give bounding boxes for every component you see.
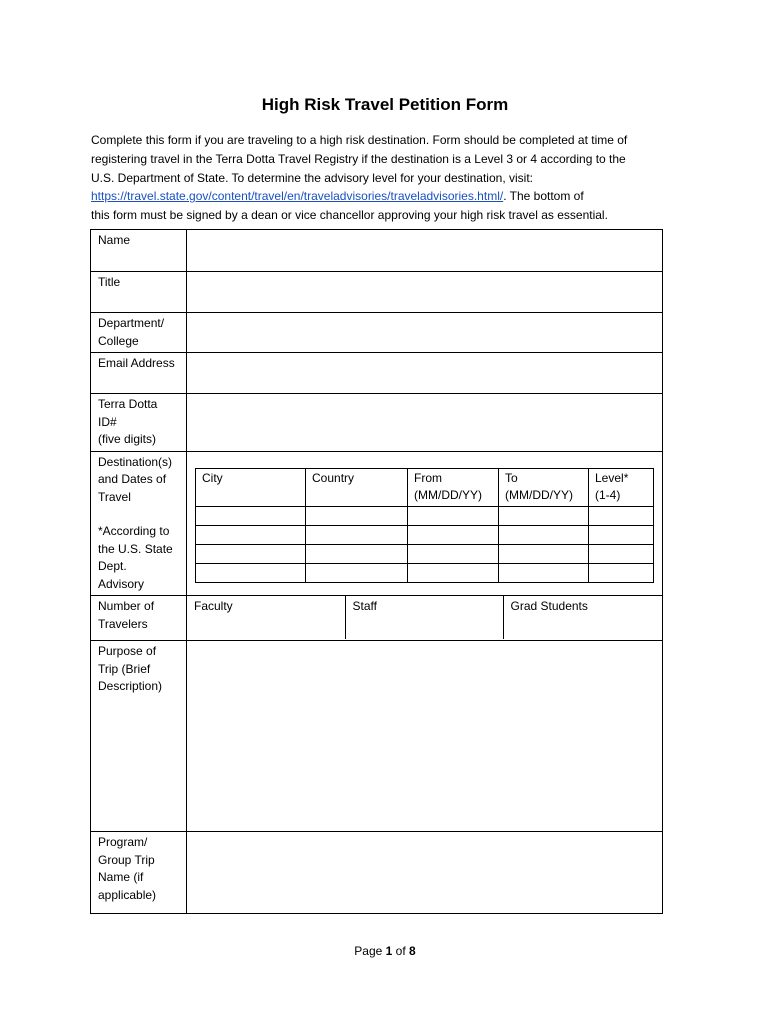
staff-label: Staff (352, 599, 377, 613)
purpose-label-line-2: Trip (Brief (98, 661, 151, 676)
level-cell[interactable] (589, 506, 654, 525)
form-title: High Risk Travel Petition Form (261, 95, 509, 114)
program-name-field[interactable] (187, 832, 663, 914)
travel-advisory-link[interactable]: https://travel.state.gov/content/travel/en/traveladvisories/traveladvisories.html/ (91, 189, 504, 204)
program-label-line-4: applicable) (98, 887, 157, 902)
from-date-cell[interactable] (408, 525, 499, 544)
destination-row (196, 506, 654, 525)
country-cell[interactable] (306, 525, 408, 544)
instructions-line-5: this form must be signed by a dean or vice chancellor approving your high risk travel as essential. (91, 208, 608, 223)
advisory-note-line-3: Dept. (98, 559, 127, 573)
name-label-text: Name (98, 233, 131, 247)
city-header-text: City (202, 470, 223, 485)
page-word: Page (354, 944, 383, 958)
destinations-row (91, 451, 663, 596)
terra-dotta-id-field[interactable] (187, 394, 663, 452)
name-label (91, 230, 187, 272)
department-label (91, 313, 187, 353)
page-indicator (0, 943, 770, 959)
to-date-cell[interactable] (499, 506, 589, 525)
instructions (91, 131, 681, 225)
program-label-line-1: Program/ (98, 835, 148, 849)
from-date-cell[interactable] (408, 563, 499, 582)
title-label-text: Title (98, 275, 121, 289)
travelers-label-line-2: Travelers (98, 616, 148, 631)
staff-count-field[interactable] (345, 596, 503, 639)
department-label-line-2: College (98, 333, 139, 348)
to-date-cell[interactable] (499, 563, 589, 582)
to-date-cell[interactable] (499, 544, 589, 563)
city-cell[interactable] (196, 525, 306, 544)
program-label-line-2: Group Trip (98, 852, 155, 867)
advisory-note-line-4: Advisory (98, 576, 145, 591)
title-row (91, 272, 663, 313)
email-field[interactable] (187, 353, 663, 394)
name-field[interactable] (187, 230, 663, 272)
program-label (91, 832, 187, 914)
city-header (196, 468, 306, 506)
instructions-line-2: registering travel in the Terra Dotta Travel Registry if the destination is a Level 3 or 4 according to the (91, 151, 626, 166)
terra-dotta-label (91, 394, 187, 452)
country-cell[interactable] (306, 506, 408, 525)
advisory-note-line-2: the U.S. State (98, 541, 173, 556)
faculty-count-field[interactable] (187, 596, 345, 639)
department-row (91, 313, 663, 353)
level-cell[interactable] (589, 525, 654, 544)
destinations-label (91, 451, 187, 596)
purpose-field[interactable] (187, 641, 663, 832)
grad-students-label: Grad Students (510, 599, 588, 613)
label-spacer (98, 506, 179, 523)
destination-row (196, 563, 654, 582)
total-pages: 8 (409, 944, 416, 958)
program-row (91, 832, 663, 914)
to-date-header-line-1: To (505, 470, 518, 485)
email-label-text: Email Address (98, 356, 175, 370)
level-header (589, 468, 654, 506)
country-cell[interactable] (306, 563, 408, 582)
from-date-cell[interactable] (408, 506, 499, 525)
title-label (91, 272, 187, 313)
from-date-header-line-2: (MM/DD/YY) (414, 488, 482, 502)
purpose-row (91, 641, 663, 832)
instructions-line-1: Complete this form if you are traveling to a high risk destination. Form should be completed at time of (91, 133, 628, 147)
travelers-cell (187, 596, 663, 641)
city-cell[interactable] (196, 544, 306, 563)
purpose-label-line-3: Description) (98, 679, 163, 693)
faculty-label: Faculty (194, 599, 233, 613)
instructions-line-3: U.S. Department of State. To determine the advisory level for your destination, visit: (91, 170, 533, 185)
level-header-line-1: Level* (595, 470, 629, 485)
country-header-text: Country (312, 470, 355, 485)
destinations-cell (187, 451, 663, 596)
from-date-header-line-1: From (414, 470, 442, 485)
destination-header-row (196, 468, 654, 506)
country-header (306, 468, 408, 506)
petition-form-table (90, 229, 663, 914)
title-field[interactable] (187, 272, 663, 313)
from-date-header (408, 468, 499, 506)
from-date-cell[interactable] (408, 544, 499, 563)
instructions-line-4 (91, 187, 681, 206)
destinations-label-line-3: Travel (98, 489, 131, 504)
travelers-row (91, 596, 663, 641)
terra-dotta-label-line-1: Terra Dotta (98, 397, 158, 411)
email-row (91, 353, 663, 394)
country-cell[interactable] (306, 544, 408, 563)
name-row (91, 230, 663, 272)
department-field[interactable] (187, 313, 663, 353)
destinations-label-line-2: and Dates of (98, 472, 167, 486)
travelers-label-line-1: Number of (98, 599, 155, 613)
program-label-line-3: Name (if (98, 870, 144, 884)
of-word: of (395, 944, 406, 958)
department-label-line-1: Department/ (98, 316, 165, 330)
terra-dotta-label-line-2: ID# (98, 414, 117, 429)
destination-row (196, 525, 654, 544)
to-date-header-line-2: (MM/DD/YY) (505, 488, 573, 502)
level-header-line-2: (1-4) (595, 488, 621, 502)
city-cell[interactable] (196, 563, 306, 582)
to-date-cell[interactable] (499, 525, 589, 544)
to-date-header (499, 468, 589, 506)
destination-row (196, 544, 654, 563)
instructions-line-4-tail: . The bottom of (503, 189, 584, 204)
email-label (91, 353, 187, 394)
destination-table (195, 468, 654, 583)
travelers-breakdown (187, 596, 662, 639)
travelers-label (91, 596, 187, 641)
terra-dotta-row (91, 394, 663, 452)
terra-dotta-label-line-3: (five digits) (98, 432, 157, 446)
grad-students-count-field[interactable] (503, 596, 662, 639)
level-cell[interactable] (589, 563, 654, 582)
city-cell[interactable] (196, 506, 306, 525)
purpose-label (91, 641, 187, 832)
destinations-label-line-1: Destination(s) (98, 454, 173, 469)
advisory-note-line-1: *According to (98, 524, 170, 538)
level-cell[interactable] (589, 544, 654, 563)
current-page: 1 (385, 944, 393, 958)
purpose-label-line-1: Purpose of (98, 644, 157, 658)
